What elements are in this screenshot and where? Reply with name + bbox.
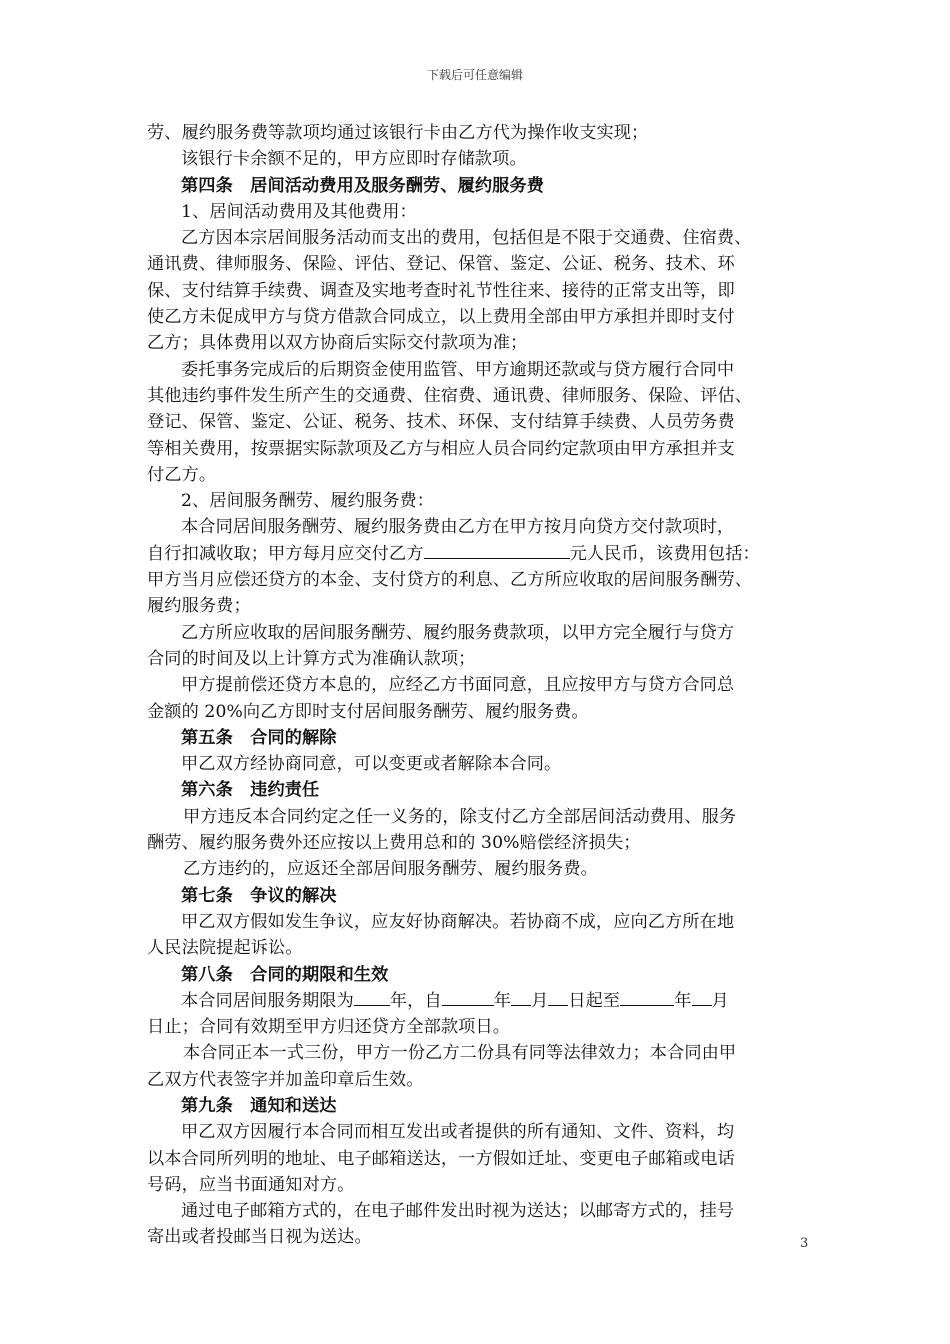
paragraph-line: 乙方因本宗居间服务活动而支出的费用，包括但是不限于交通费、住宿费、: [181, 228, 752, 249]
paragraph-line: 通过电子邮箱方式的，在电子邮件发出时视为送达；以邮寄方式的，挂号: [181, 1201, 735, 1222]
paragraph-text: 元人民币，该费用包括：: [569, 543, 760, 564]
paragraph-line: 保、支付结算手续费、调查及实地考查时礼节性往来、接待的正常支出等，即: [147, 280, 735, 301]
paragraph-line: 其他违约事件发生所产生的交通费、住宿费、通讯费、律师服务、保险、评估、: [147, 385, 753, 406]
fill-in-blank-start-month: [511, 988, 531, 1006]
paragraph-line: 登记、保管、鉴定、公证、税务、技术、环保、支付结算手续费、人员劳务费: [147, 412, 735, 433]
paragraph-line: 人民法院提起诉讼。: [147, 938, 303, 959]
paragraph-line: 甲方违反本合同约定之任一义务的，除支付乙方全部居间活动费用、服务: [183, 806, 737, 827]
article-8-heading: 第八条 合同的期限和生效: [181, 964, 389, 985]
paragraph-line: 通讯费、律师服务、保险、评估、登记、保管、鉴定、公证、税务、技术、环: [147, 254, 735, 275]
paragraph-line: 使乙方未促成甲方与贷方借款合同成立，以上费用全部由甲方承担并即时支付: [147, 307, 735, 328]
paragraph-line: 以本合同所列明的地址、电子邮箱送达，一方假如迁址、变更电子邮箱或电话: [147, 1148, 735, 1169]
paragraph-text: 年: [674, 990, 692, 1011]
paragraph-text: 本合同居间服务期限为: [181, 990, 354, 1011]
document-body: [147, 120, 815, 1251]
page-header: 下载后可任意编辑: [426, 68, 523, 82]
paragraph-line: 乙双方代表签字并加盖印章后生效。: [147, 1069, 424, 1090]
paragraph-line: 本合同正本一式三份，甲方一份乙方二份具有同等法律效力；本合同由甲: [183, 1043, 737, 1064]
paragraph-line: 劳、履约服务费等款项均通过该银行卡由乙方代为操作收支实现；: [147, 123, 649, 143]
fill-in-blank-start-day: [548, 988, 568, 1006]
subsection-1-heading: 1、居间活动费用及其他费用：: [181, 201, 417, 222]
paragraph-line: 甲乙双方因履行本合同而相互发出或者提供的所有通知、文件、资料，均: [181, 1122, 735, 1143]
article-7-heading: 第七条 争议的解决: [181, 885, 337, 906]
paragraph-line: 等相关费用，按票据实际款项及乙方与相应人员合同约定款项由甲方承担并支: [147, 438, 735, 459]
page-number: 3: [800, 1236, 809, 1251]
paragraph-line: 甲方当月应偿还贷方的本金、支付贷方的利息、乙方所应收取的居间服务酬劳、: [147, 570, 753, 591]
paragraph-line: 乙方；具体费用以双方协商后实际交付款项为准；: [147, 333, 528, 354]
subsection-2-heading: 2、居间服务酬劳、履约服务费：: [181, 491, 435, 512]
paragraph-line: [147, 988, 815, 1014]
paragraph-line: 甲乙双方假如发生争议，应友好协商解决。若协商不成，应向乙方所在地: [181, 911, 735, 932]
paragraph-text: 月: [531, 990, 549, 1011]
paragraph-line: 酬劳、履约服务费外还应按以上费用总和的 30%赔偿经济损失；: [147, 833, 641, 854]
article-4-heading: 第四条 居间活动费用及服务酬劳、履约服务费: [181, 175, 545, 196]
article-6-heading: 第六条 违约责任: [181, 780, 320, 801]
paragraph-line: 本合同居间服务酬劳、履约服务费由乙方在甲方按月向贷方交付款项时，: [181, 517, 735, 538]
paragraph-line: 寄出或者投邮当日视为送达。: [147, 1227, 372, 1248]
paragraph-line: 金额的 20%向乙方即时支付居间服务酬劳、履约服务费。: [147, 701, 589, 722]
paragraph-text: 年: [493, 990, 512, 1011]
paragraph-text: 日起至: [568, 990, 621, 1011]
paragraph-line: 号码，应当书面通知对方。: [147, 1174, 355, 1195]
fill-in-blank-end-year: [620, 988, 674, 1006]
paragraph-line: 乙方违约的，应返还全部居间服务酬劳、履约服务费。: [183, 859, 598, 880]
paragraph-line: 合同的时间及以上计算方式为准确认款项；: [147, 648, 476, 669]
fill-in-blank-start-year: [442, 988, 494, 1006]
paragraph-line: 甲乙双方经协商同意，可以变更或者解除本合同。: [181, 754, 562, 775]
paragraph-line: 乙方所应收取的居间服务酬劳、履约服务费款项，以甲方完全履行与贷方: [181, 622, 735, 643]
paragraph-line: 日止；合同有效期至甲方归还贷方全部款项日。: [147, 1017, 511, 1038]
paragraph-line: 委托事务完成后的后期资金使用监管、甲方逾期还款或与贷方履行合同中: [181, 359, 735, 380]
paragraph-text: 年，自: [389, 990, 442, 1011]
paragraph-text: 自行扣减收取；甲方每月应交付乙方: [147, 543, 424, 564]
paragraph-line: 付乙方。: [147, 464, 217, 485]
paragraph-line: 甲方提前偿还贷方本息的，应经乙方书面同意，且应按甲方与贷方合同总: [181, 675, 735, 696]
fill-in-blank-years: [354, 988, 390, 1006]
fill-in-blank-amount: [424, 541, 570, 559]
article-9-heading: 第九条 通知和送达: [181, 1095, 337, 1116]
paragraph-line: 该银行卡余额不足的，甲方应即时存储款项。: [181, 149, 527, 170]
fill-in-blank-end-month: [692, 988, 712, 1006]
article-5-heading: 第五条 合同的解除: [181, 727, 337, 748]
paragraph-text: 月: [711, 990, 729, 1011]
paragraph-line: 履约服务费；: [147, 596, 251, 617]
paragraph-line: [147, 541, 815, 567]
